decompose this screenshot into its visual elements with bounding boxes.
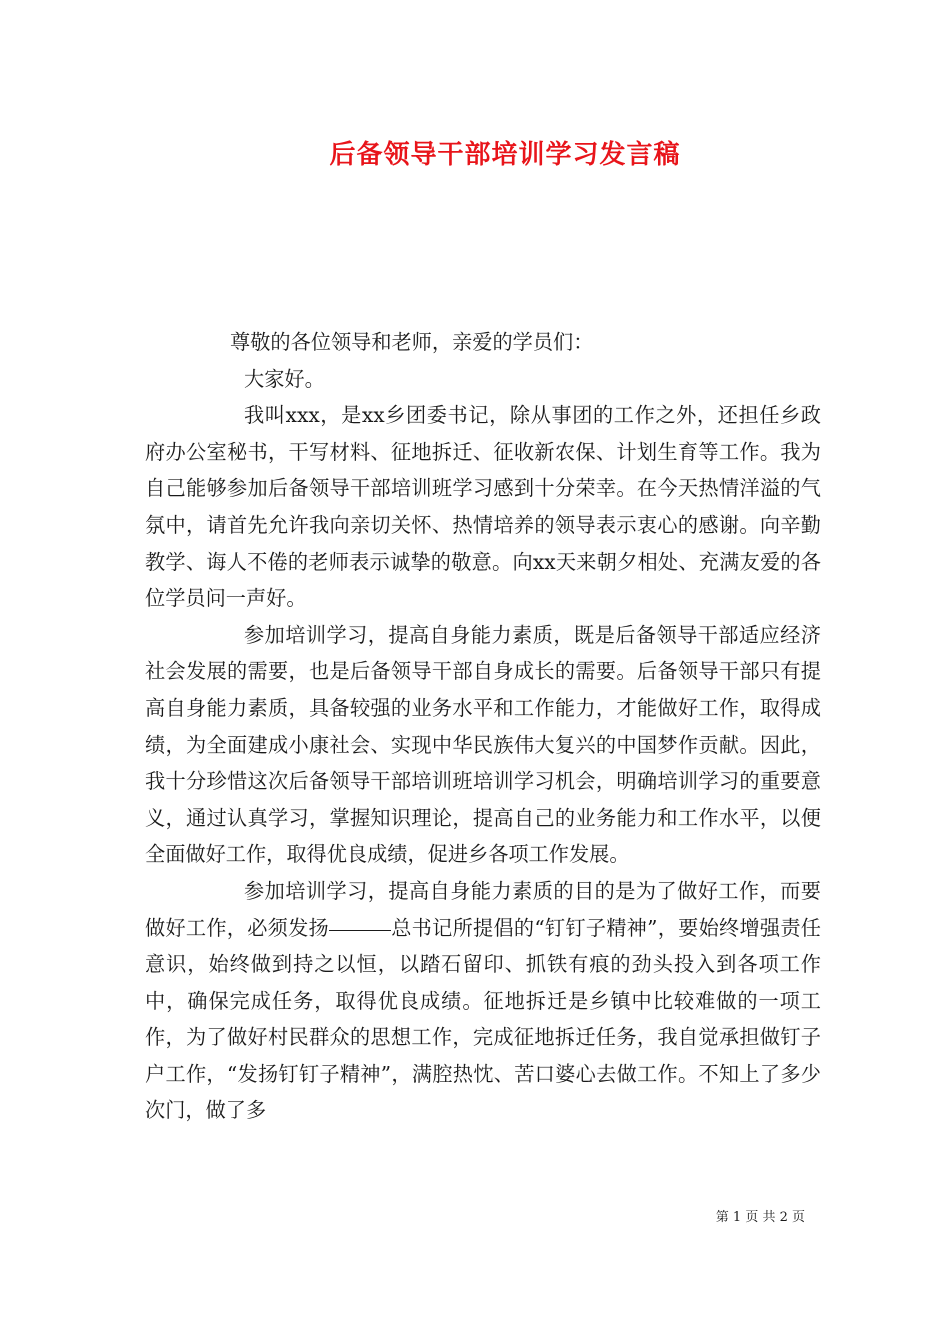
paragraph-nail-spirit-part1: 参加培训学习，提高自身能力素质的目的是为了做好工作，而要做好工作，必须发扬 [145, 878, 821, 940]
document-title: 后备领导干部培训学习发言稿 [329, 140, 681, 170]
page-number-footer: 第 1 页 共 2 页 [715, 1210, 805, 1225]
paragraph-intro: 我叫xxx，是xx乡团委书记，除从事团的工作之外，还担任乡政府办公室秘书，干写材料、征地拆迁、征收新农保、计划生育等工作。我为自己能够参加后备领导干部培训班学习感到十分荣幸。在今天热情洋溢的气氛中，请首先允许我向亲切关怀、热情培养的领导表示衷心的感谢。向辛勤教学、诲人不倦的老师表示诚挚的敬意。向xx天来朝夕相处、充满友爱的各位学员问一声好。 [145, 403, 821, 611]
document-body [145, 324, 821, 1129]
greeting: 大家好。 [244, 366, 325, 391]
paragraph-training-importance: 参加培训学习，提高自身能力素质，既是后备领导干部适应经济社会发展的需要，也是后备领导干部自身成长的需要。后备领导干部只有提高自身能力素质，具备较强的业务水平和工作能力，才能做好工作，取得成绩，为全面建成小康社会、实现中华民族伟大复兴的中国梦作贡献。因此，我十分珍惜这次后备领导干部培训班培训学习机会，明确培训学习的重要意义，通过认真学习，掌握知识理论，提高自己的业务能力和工作水平，以便全面做好工作，取得优良成绩，促进乡各项工作发展。 [145, 622, 821, 867]
paragraph-nail-spirit-part2: 总书记所提倡的“钉钉子精神”，要始终增强责任意识，始终做到持之以恒，以踏石留印、抓铁有痕的劲头投入到各项工作中，确保完成任务，取得优良成绩。征地拆迁是乡镇中比较难做的一项工作，为了做好村民群众的思想工作，完成征地拆迁任务，我自觉承担做钉子户工作，“发扬钉钉子精神”，满腔热忱、苦口婆心去做工作。不知上了多少次门，做了多 [145, 915, 821, 1123]
fill-in-blank [329, 929, 391, 931]
paragraph-nail-spirit [145, 873, 821, 1129]
salutation: 尊敬的各位领导和老师，亲爱的学员们： [230, 330, 594, 354]
